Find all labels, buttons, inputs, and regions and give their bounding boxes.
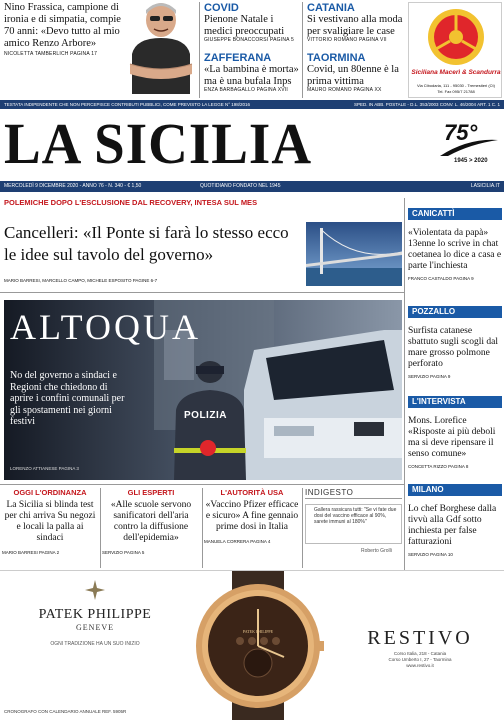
right-headline: Lo chef Borghese dalla tivvù alla Gdf sotto inchiesta per false fatturazioni xyxy=(408,504,497,547)
indigesto-box[interactable] xyxy=(305,488,402,568)
retailer-site[interactable]: www.restivo.it xyxy=(406,663,434,668)
photo-title: ALTOQUA xyxy=(10,307,202,347)
bottom-kicker: OGGI L'ORDINANZA xyxy=(13,488,87,497)
lead-byline: MARIO BARRESI, MARCELLO CAMPO, MICHELE ESPOSITO PAGINE 6-7 xyxy=(4,278,158,283)
bottom-item-2[interactable] xyxy=(204,488,300,544)
ad-motto: OGNI TRADIZIONE HA UN SUO INIZIO xyxy=(50,641,140,647)
bottom-item-0[interactable] xyxy=(2,488,98,555)
teaser-headline: «La bambina è morta» ma è una bufala Inps xyxy=(204,64,299,87)
teaser-byline: GIUSEPPE BONACCORSI PAGINA 5 xyxy=(204,37,294,43)
divider xyxy=(302,2,303,98)
teaser-headline: Si vestivano alla moda per svaligiare le case xyxy=(307,14,403,37)
right-item-2[interactable] xyxy=(408,396,502,469)
indigesto-card xyxy=(305,504,402,544)
right-tag: L'INTERVISTA xyxy=(408,396,502,408)
right-byline: SERVIZIO PAGINA 9 xyxy=(408,374,451,379)
teaser-byline: MAURO ROMANO PAGINA XX xyxy=(307,87,382,93)
ad-brand: PATEK PHILIPPE xyxy=(38,607,152,622)
watch-brand: PATEK PHILIPPE xyxy=(242,629,274,634)
newspaper-logo[interactable]: LA SICILIA xyxy=(4,111,313,176)
bottom-headline: «Vaccino Pfizer efficace e sicuro» A fine gennaio prime dosi in Italia xyxy=(205,500,299,532)
divider xyxy=(0,292,404,293)
right-headline: Mons. Lorefice «Risposte ai più deboli ma si deve ripensare il senso comune» xyxy=(408,416,496,459)
calatrava-cross-icon xyxy=(84,579,106,601)
right-tag: CANICATTÌ xyxy=(408,208,502,220)
patek-ad[interactable] xyxy=(0,570,504,720)
right-item-0[interactable] xyxy=(408,208,502,281)
lead-kicker: POLEMICHE DOPO L'ESCLUSIONE DAL RECOVERY, INTESA SUL MES xyxy=(4,198,258,207)
issue-date: MERCOLEDÌ 9 DICEMBRE 2020 - ANNO 76 - N. 340 - € 1,50 xyxy=(4,183,142,189)
ad-name: Siciliana Macerì & Scandurra xyxy=(411,69,501,76)
retailer-name: RESTIVO xyxy=(367,627,473,649)
swoosh-icon xyxy=(438,136,500,158)
divider xyxy=(0,484,404,485)
watch-image xyxy=(188,571,328,720)
retailer-addr1: Corso Italia, 218 - Catania xyxy=(393,651,447,656)
ad-city: GENEVE xyxy=(76,623,114,632)
teaser-kicker: COVID xyxy=(204,2,239,14)
right-item-1[interactable] xyxy=(408,306,502,379)
masthead-strip-text: TESTATA INDIPENDENTE CHE NON PERCEPISCE CONTRIBUTI PUBBLICI, COME PREVISTO LA LEGGE N° 198/2016 xyxy=(4,102,251,107)
anniversary-mark xyxy=(438,118,500,174)
ad-caption: CRONOGRAFO CON CALENDARIO ANNUALE REF. 5905R xyxy=(4,709,127,714)
bridge-image xyxy=(306,222,402,286)
main-photo[interactable] xyxy=(4,300,402,480)
divider xyxy=(202,488,203,568)
divider xyxy=(404,198,405,570)
teaser-kicker: TAORMINA xyxy=(307,52,366,64)
teaser-kicker: CATANIA xyxy=(307,2,355,14)
ad-phone: Tel. Fax 095/7 21788 xyxy=(437,89,475,94)
divider xyxy=(100,488,101,568)
right-headline: Surfista catanese sbattuto sugli scogli dal mare grosso polmone perforato xyxy=(408,326,498,369)
ad-address: Via Cibodaria, 111 - 95030 - Tremestieri (Ct) xyxy=(416,83,496,88)
teaser-byline: VITTORIO ROMANO PAGINA VII xyxy=(307,37,387,43)
indigesto-text: Gallera rassicura tutti: "Se vi fate due dosi del vaccino efficace al 90%, sarete immuni al 180%" xyxy=(314,507,397,525)
right-item-3[interactable] xyxy=(408,484,502,557)
top-ad[interactable] xyxy=(408,2,502,98)
right-byline: CONCETTA RIZZO PAGINA 8 xyxy=(408,464,469,469)
teaser-catania[interactable] xyxy=(307,2,405,43)
bottom-byline: MANUELA CORRERA PAGINA 4 xyxy=(204,539,271,544)
teaser-covid[interactable] xyxy=(204,2,300,43)
bottom-kicker: GLI ESPERTI xyxy=(127,488,175,497)
site-link[interactable]: LASICILIA.IT xyxy=(470,183,500,189)
indigesto-title: INDIGESTO xyxy=(305,488,402,499)
teaser-byline: NICOLETTA TAMBERLICH PAGINA 17 xyxy=(4,51,98,57)
teaser-taormina[interactable] xyxy=(307,52,405,93)
bottom-headline: La Sicilia si blinda test per chi arriva Su negozi e locali la palla ai sindaci xyxy=(4,500,96,543)
frassica-photo xyxy=(124,2,198,94)
masthead-info-bar xyxy=(0,181,504,192)
photo-byline: LORENZO ATTIANESE PAGINA 3 xyxy=(10,466,79,471)
bottom-headline: «Alle scuole servono sanificatori dell'aria contro la diffusione dell'epidemia» xyxy=(110,500,192,543)
right-tag: MILANO xyxy=(408,484,502,496)
bottom-kicker: L'AUTORITÀ USA xyxy=(220,488,284,497)
right-byline: SERVIZIO PAGINA 10 xyxy=(408,552,453,557)
teaser-headline: Pienone Natale i medici preoccupati xyxy=(204,14,285,37)
lead-headline[interactable]: Cancelleri: «Il Ponte si farà lo stesso ecco le idee sul tavolo del governo» xyxy=(4,223,289,264)
indigesto-by: Roberto Grolli xyxy=(361,548,392,554)
bottom-byline: MARIO BARRESI PAGINA 2 xyxy=(2,550,60,555)
right-tag: POZZALLO xyxy=(408,306,502,318)
trinacria-logo xyxy=(426,7,486,67)
masthead-strip xyxy=(0,100,504,109)
right-byline: FRANCO CASTALDO PAGINA 9 xyxy=(408,276,474,281)
bottom-item-1[interactable] xyxy=(102,488,200,555)
teaser-frassica[interactable] xyxy=(4,2,129,57)
anniversary-number: 75° xyxy=(444,120,478,145)
top-teaser-strip xyxy=(0,0,504,100)
teaser-kicker: ZAFFERANA xyxy=(204,52,272,64)
anniversary-years: 1945 > 2020 xyxy=(454,158,488,164)
photo-caption: No del governo a sindaci e Regioni che chiedono di aprire i confini comunali per gli spostamenti nei giorni festivi xyxy=(10,370,125,427)
founded-text: QUOTIDIANO FONDATO NEL 1945 xyxy=(200,183,281,189)
teaser-zafferana[interactable] xyxy=(204,52,300,93)
divider xyxy=(199,2,200,98)
teaser-headline: Nino Frassica, campione di ironia e di simpatia, compie 70 anni: «Devo tutto al mio amico Renzo Arbore» xyxy=(4,2,121,49)
teaser-headline: Covid, un 80enne è la prima vittima xyxy=(307,64,399,87)
bottom-byline: SERVIZIO PAGINA 5 xyxy=(102,550,145,555)
masthead-strip-right: SPED. IN ABB. POSTALE - D.L. 353/2003 CONV. L. 46/2004 ART. 1 C. 1 xyxy=(354,102,500,107)
divider xyxy=(302,488,303,568)
right-headline: «Violentata da papà» 13enne lo scrive in chat coetanea lo dice a casa e parte l'inchiesta xyxy=(408,228,502,271)
teaser-byline: ENZA BARBAGALLO PAGINA XVII xyxy=(204,87,288,93)
retailer-addr2: Corso Umberto I, 27 - Taormina xyxy=(388,657,452,662)
police-label: POLIZIA xyxy=(184,410,227,421)
